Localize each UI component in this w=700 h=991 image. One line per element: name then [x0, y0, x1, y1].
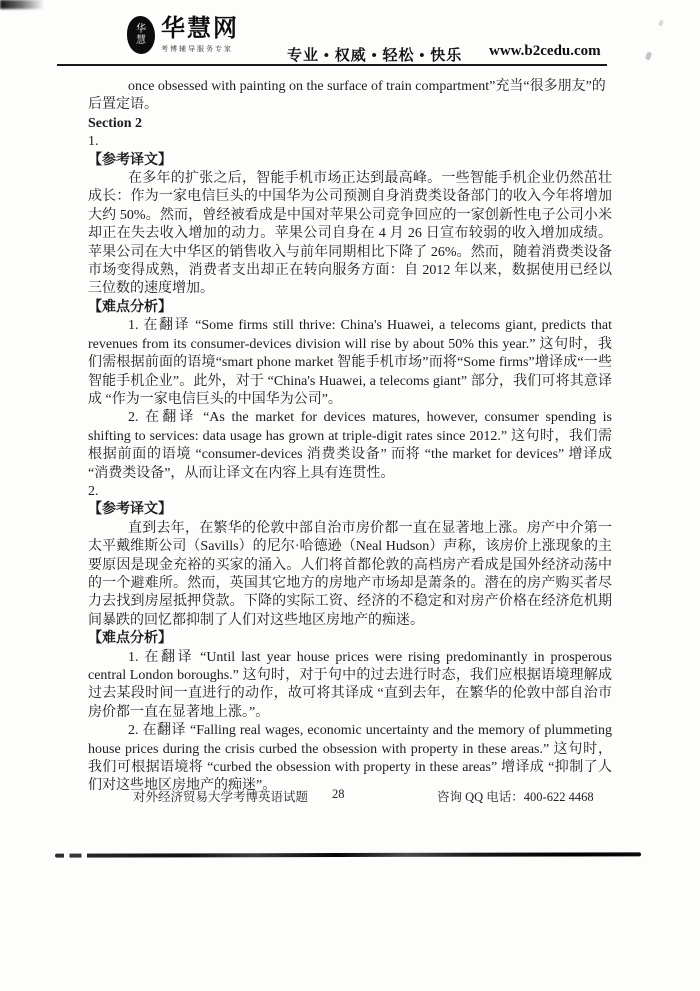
item-number: 1. — [88, 134, 99, 150]
analysis-point: 2. 在翻译 “As the market for devices matures, however, consumer spending is shifting to services: data usage has grown at triple-digit rates since 2012.” 这句时，我们需根据前面的语境 “consumer-devices 消费类设备” 而将 “the market for devices” 增译成 “消费类设备”，从而让译文在内容上具有连贯性。 — [88, 410, 612, 481]
brand-seal-icon — [127, 16, 155, 54]
translation-heading: 【参考译文】 — [88, 152, 172, 168]
translation-paragraph: 直到去年，在繁华的伦敦中部自治市房价都一直在显著地上涨。房产中介第一太平戴维斯公司（Savills）的尼尔·哈德逊（Neal Hudson）声称，该房价上涨现象的主要原因是现金充裕的买家的涌入。人们将首都伦敦的高档房产看成是国外经济动荡中的一个避难所。然而，英国其它地方的房地产市场却是萧条的。潜在的房产购买者尽力去找到房屋抵押贷款。下降的实际工资、经济的不稳定和对房产价格在经济危机期间暴跌的回忆都抑制了人们对这些地区房地产的痴迷。 — [88, 520, 612, 628]
scan-speck — [645, 51, 652, 60]
brand-text — [161, 16, 239, 54]
translation-paragraph: 在多年的扩张之后，智能手机市场正达到最高峰。一些智能手机企业仍然茁壮成长：作为一家电信巨头的中国华为公司预测自身消费类设备部门的收入今年将增加大约 50%。然而，曾经被看成是中国对苹果公司竞争回应的一家创新性电子公司小米却正在失去收入增加的动力。苹果公司自身在 4 月 26 日宣布较弱的收入增加成绩。苹果公司在大中华区的销售收入与前年同期相比下降了 26%。然而，随着消费类设备市场变得成熟，消费者支出却正在转向服务方面：自 2012 年以来，数据使用已经以三位数的速度增加。 — [88, 171, 612, 297]
header-slogan: 专业 • 权威 • 轻松 • 快乐 — [287, 48, 463, 64]
analysis-point: 1. 在翻译 “Some firms still thrive: China's Huawei, a telecoms giant, predicts that revenues from its consumer-devices division will rise by about 50% this year.” 这句时，我们需根据前面的语境“smart phone market 智能手机市场”而将“Some firms”增译成“一些智能手机企业”。此外，对于 “China's Huawei, a telecoms giant” 部分，我们可将其意译成 “作为一家电信巨头的中国华为公司”。 — [88, 318, 612, 407]
analysis-heading: 【难点分析】 — [88, 299, 172, 315]
footer-contact: 咨询 QQ 电话：400-622 4468 — [437, 790, 594, 804]
seal-char-top: 华 — [136, 24, 146, 35]
scan-speck — [658, 19, 664, 26]
section-title: Section 2 — [88, 115, 143, 131]
header-divider — [57, 64, 607, 66]
footer-page-number: 28 — [332, 787, 345, 801]
analysis-heading: 【难点分析】 — [88, 631, 172, 647]
analysis-point: 2. 在翻译 “Falling real wages, economic uncertainty and the memory of plummeting house prices during the crisis curbed the obsession with property in these areas.” 这句时，我们可根据语境将 “curbed the obsession with property in these areas” 增译成 “抑制了人们对这些地区房地产的痴迷”。 — [88, 723, 612, 794]
scan-corner-smudge — [0, 0, 52, 9]
footer-document-title: 对外经济贸易大学考博英语试题 — [133, 790, 309, 804]
document-body — [88, 78, 612, 796]
continuation-line: once obsessed with painting on the surface of train compartment”充当“很多朋友”的后置定语。 — [88, 79, 606, 113]
seal-char-bottom: 慧 — [136, 35, 146, 46]
scan-artifact-line — [55, 852, 641, 857]
analysis-point: 1. 在翻译 “Until last year house prices were rising predominantly in prosperous central London boroughs.” 这句时，对于句中的过去进行时态，我们应根据语境理解成过去某段时间一直进行的动作，故可将其译成 “直到去年，在繁华的伦敦中部自治市房价都一直在显著地上涨。”。 — [88, 649, 612, 720]
item-number: 2. — [88, 483, 99, 499]
translation-heading: 【参考译文】 — [88, 502, 172, 518]
brand-name: 华慧网 — [161, 15, 239, 42]
brand-tagline: 考博辅导服务专家 — [161, 46, 233, 53]
header-website-url: www.b2cedu.com — [489, 43, 601, 59]
brand-logo — [127, 16, 239, 54]
